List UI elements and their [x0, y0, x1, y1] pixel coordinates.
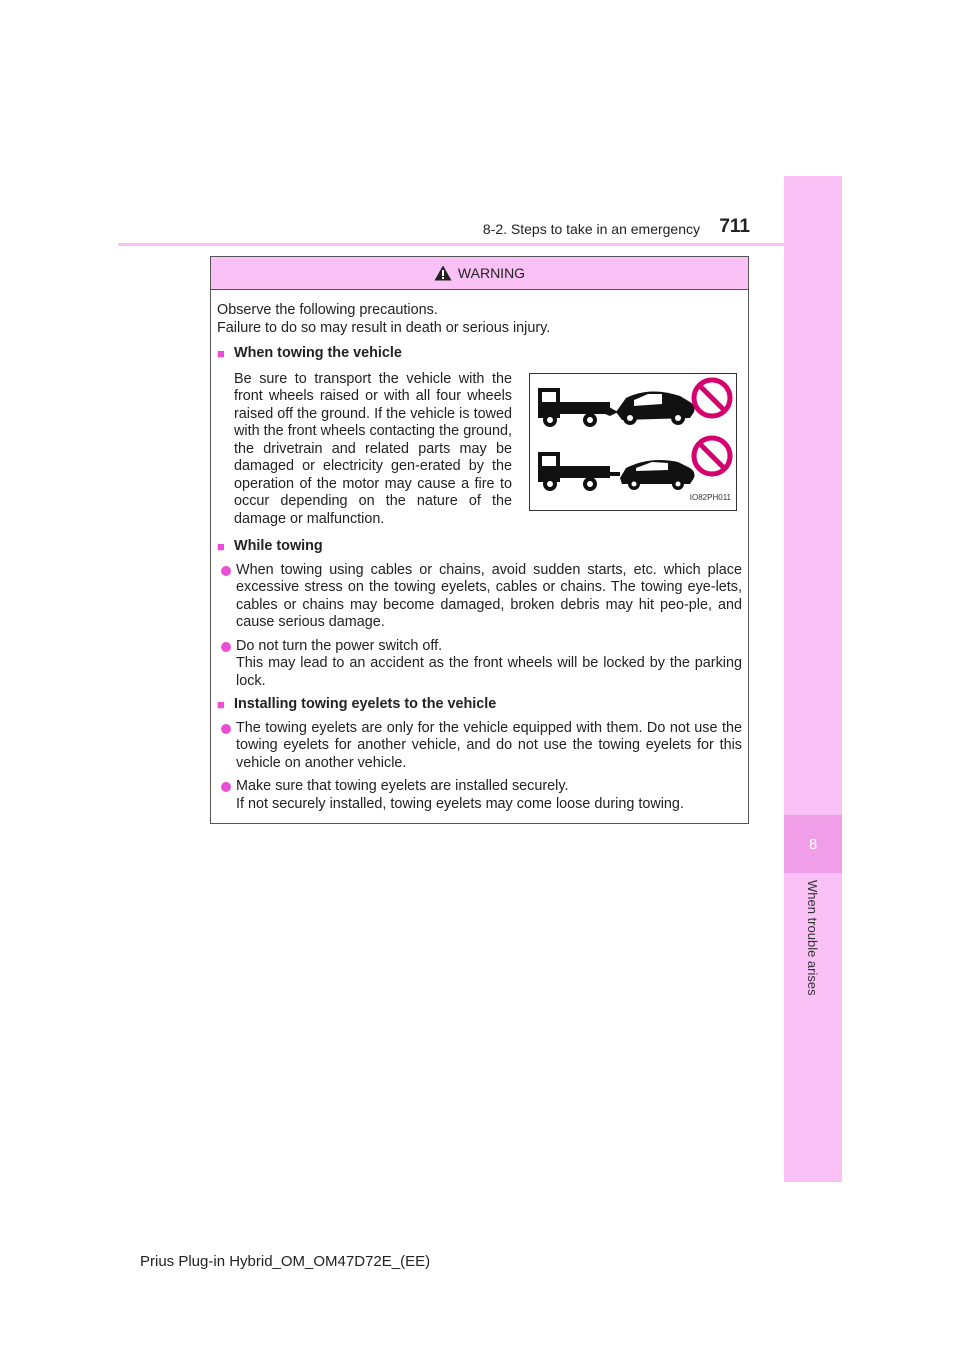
list-item-text: The towing eyelets are only for the vehicle equipped with them. Do not use the towing eyelets for another vehicle, and do not use the towing eyelets for this vehicle on another vehicle.	[236, 719, 742, 771]
section-heading-towing-vehicle	[217, 345, 742, 363]
prohibit-icon-bottom	[694, 438, 730, 474]
round-bullet-icon	[221, 782, 231, 792]
round-bullet-icon	[221, 724, 231, 734]
list-item-text-block	[236, 638, 742, 691]
towed-car-top-icon	[616, 391, 695, 425]
list-item-text-block	[236, 778, 742, 813]
warning-header	[211, 257, 748, 290]
section-heading-installing-eyelets	[217, 696, 742, 714]
warning-title: WARNING	[457, 265, 526, 281]
side-tab	[784, 176, 842, 1182]
list-item	[217, 562, 742, 632]
warning-body	[211, 302, 748, 813]
towing-vehicle-text: Be sure to transport the vehicle with the front wheels raised or with all four wheels raised off the ground. If the vehicle is towed with the front wheels contacting the ground, the drivetrain and related parts may be damaged or electricity gen-erated by the operation of the motor may cause a fire to occur depending on the nature of the damage or malfunction.	[234, 370, 512, 527]
list-item-text: Do not turn the power switch off.	[236, 637, 443, 654]
chapter-title-tab	[784, 880, 842, 1020]
intro-line-2: Failure to do so may result in death or serious injury.	[217, 319, 551, 336]
section-heading-text: While towing	[234, 538, 323, 554]
page-number: 711	[719, 216, 750, 237]
list-item-text: When towing using cables or chains, avoid sudden starts, etc. which place excessive stress on the towing eyelets, cables or chains. The towing eye-lets, cables or chains may become damaged, broken debris may hit peo-ple, and cause serious damage.	[236, 561, 742, 630]
list-item-text: Make sure that towing eyelets are installed securely.	[236, 778, 569, 794]
section-title: 8-2. Steps to take in an emergency	[482, 221, 700, 237]
intro-line-1: Observe the following precautions.	[217, 302, 438, 318]
figure-code: IO82PH011	[689, 493, 731, 502]
list-item	[217, 638, 742, 691]
footer-doc-id: Prius Plug-in Hybrid_OM_OM47D72E_(EE)	[140, 1253, 431, 1270]
square-bullet-icon: ■	[217, 697, 225, 712]
towing-vehicle-block	[217, 371, 742, 529]
square-bullet-icon: ■	[217, 346, 225, 361]
warning-triangle-icon	[434, 265, 452, 281]
chapter-title: When trouble arises	[805, 880, 820, 996]
round-bullet-icon	[221, 642, 231, 652]
list-item	[217, 720, 742, 773]
section-heading-text: When towing the vehicle	[234, 345, 402, 361]
header-rule	[118, 243, 842, 246]
round-bullet-icon	[221, 566, 231, 576]
prohibit-icon-top	[694, 380, 730, 416]
warning-box	[210, 256, 749, 824]
tow-truck-bottom-icon	[538, 452, 620, 491]
list-item-text-continued: This may lead to an accident as the front wheels will be locked by the parking lock.	[236, 655, 742, 689]
towed-car-bottom-icon	[620, 460, 695, 490]
square-bullet-icon: ■	[217, 539, 225, 554]
towing-illustration	[529, 373, 737, 511]
list-item	[217, 778, 742, 813]
chapter-number-tab: 8	[784, 815, 842, 873]
section-heading-while-towing	[217, 538, 742, 556]
tow-truck-top-icon	[538, 388, 618, 427]
section-heading-text: Installing towing eyelets to the vehicle	[234, 696, 497, 712]
list-item-text-continued: If not securely installed, towing eyelets may come loose during towing.	[236, 795, 684, 812]
